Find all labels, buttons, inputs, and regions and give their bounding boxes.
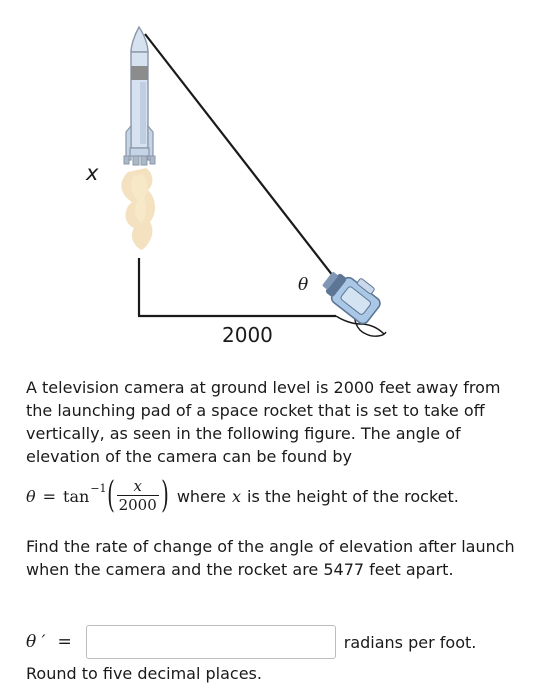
rounding-note: Round to five decimal places. bbox=[26, 664, 262, 683]
height-label: x bbox=[86, 161, 99, 185]
fraction-numerator: x bbox=[133, 477, 142, 495]
line-of-sight-line bbox=[145, 34, 340, 285]
question-text: Find the rate of change of the angle of elevation after launch when the camera and the rocket are 5477 feet apart. bbox=[26, 537, 515, 579]
problem-statement bbox=[26, 376, 526, 468]
camera-icon bbox=[318, 262, 386, 336]
answer-lhs: θ ′ bbox=[26, 632, 46, 652]
angle-formula bbox=[26, 474, 459, 518]
formula-fraction bbox=[117, 478, 159, 514]
answer-unit: radians per foot. bbox=[343, 632, 477, 652]
formula-suffix-where: where bbox=[176, 486, 226, 506]
base-distance-label: 2000 bbox=[222, 323, 273, 347]
right-paren: ) bbox=[160, 475, 169, 516]
formula-exponent: −1 bbox=[90, 481, 107, 495]
answer-row bbox=[26, 622, 476, 662]
fraction-denominator: 2000 bbox=[118, 496, 157, 514]
formula-variable: x bbox=[231, 486, 241, 506]
formula-equals: = bbox=[42, 486, 57, 506]
answer-equals: = bbox=[57, 632, 72, 652]
left-paren: ( bbox=[106, 475, 115, 516]
angle-label: θ bbox=[298, 275, 309, 295]
formula-lhs: θ bbox=[26, 486, 36, 506]
formula-suffix-rest: is the height of the rocket. bbox=[247, 486, 459, 506]
problem-intro-text: A television camera at ground level is 2000 feet away from the launching pad of a space rocket that is set to take off vertically, as seen in the following figure. The angle of elevation of the camera can be found by bbox=[26, 378, 501, 466]
rocket-icon bbox=[124, 27, 155, 165]
rocket-flame-icon bbox=[121, 168, 155, 250]
formula-function: tan bbox=[63, 486, 90, 506]
answer-input[interactable] bbox=[86, 625, 336, 659]
